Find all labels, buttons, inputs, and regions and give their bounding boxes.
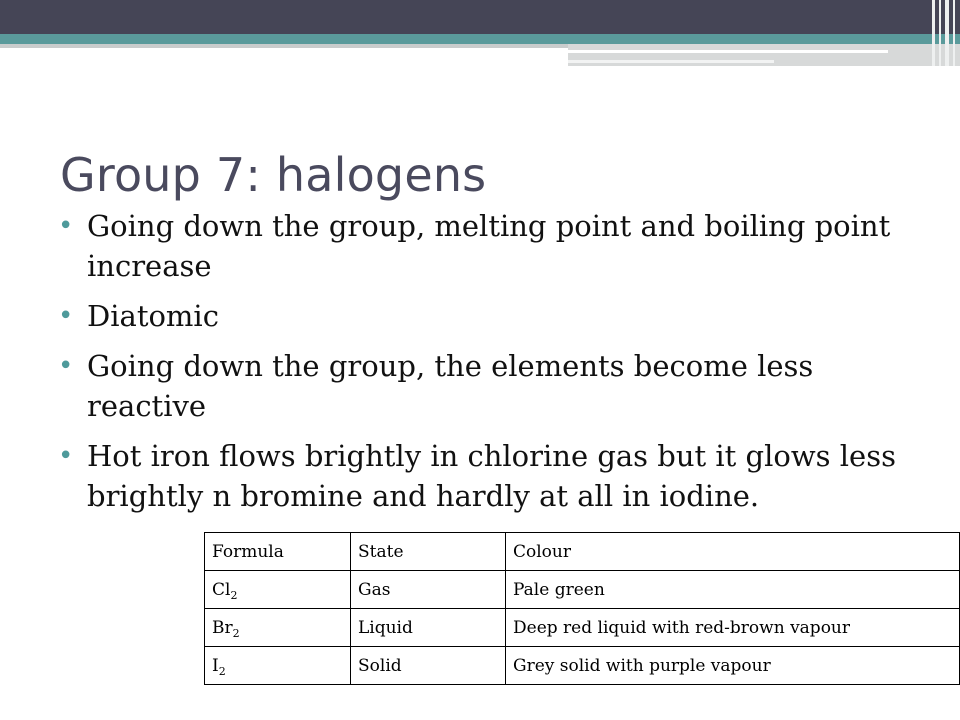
formula-subscript: 2 [230,588,238,602]
formula-subscript: 2 [232,626,240,640]
formula-symbol: I [212,655,219,676]
colour-cell: Grey solid with purple vapour [506,647,960,685]
state-cell: Gas [351,571,506,609]
table-row [205,609,960,647]
table-row [205,571,960,609]
formula-subscript: 2 [218,664,226,678]
banner-highlight-line [568,60,774,63]
formula-symbol: Br [212,617,233,638]
colour-cell: Pale green [506,571,960,609]
header-banner [0,0,960,72]
formula-cell [205,609,351,647]
state-cell: Solid [351,647,506,685]
banner-dark-band [0,0,960,34]
bullet-item: • Hot iron flows brightly in chlorine gas but it glows less brightly n bromine and hardly at all in iodine. [58,436,918,516]
banner-grey-strip [0,44,570,48]
banner-vertical-stripes [928,0,960,66]
banner-accent-band [0,34,960,44]
formula-cell [205,647,351,685]
header-state: State [351,533,506,571]
table-header-row [205,533,960,571]
formula-symbol: Cl [212,579,231,600]
state-cell: Liquid [351,609,506,647]
bullet-list [58,206,918,526]
bullet-item: • Going down the group, melting point and boiling point increase [58,206,918,286]
header-colour: Colour [506,533,960,571]
colour-cell: Deep red liquid with red-brown vapour [506,609,960,647]
bullet-item: • Going down the group, the elements become less reactive [58,346,918,426]
header-formula: Formula [205,533,351,571]
banner-highlight-line [568,50,888,53]
bullet-item: • Diatomic [58,296,918,336]
halogen-table [204,532,960,685]
table-row [205,647,960,685]
formula-cell [205,571,351,609]
slide-title: Group 7: halogens [60,148,487,202]
